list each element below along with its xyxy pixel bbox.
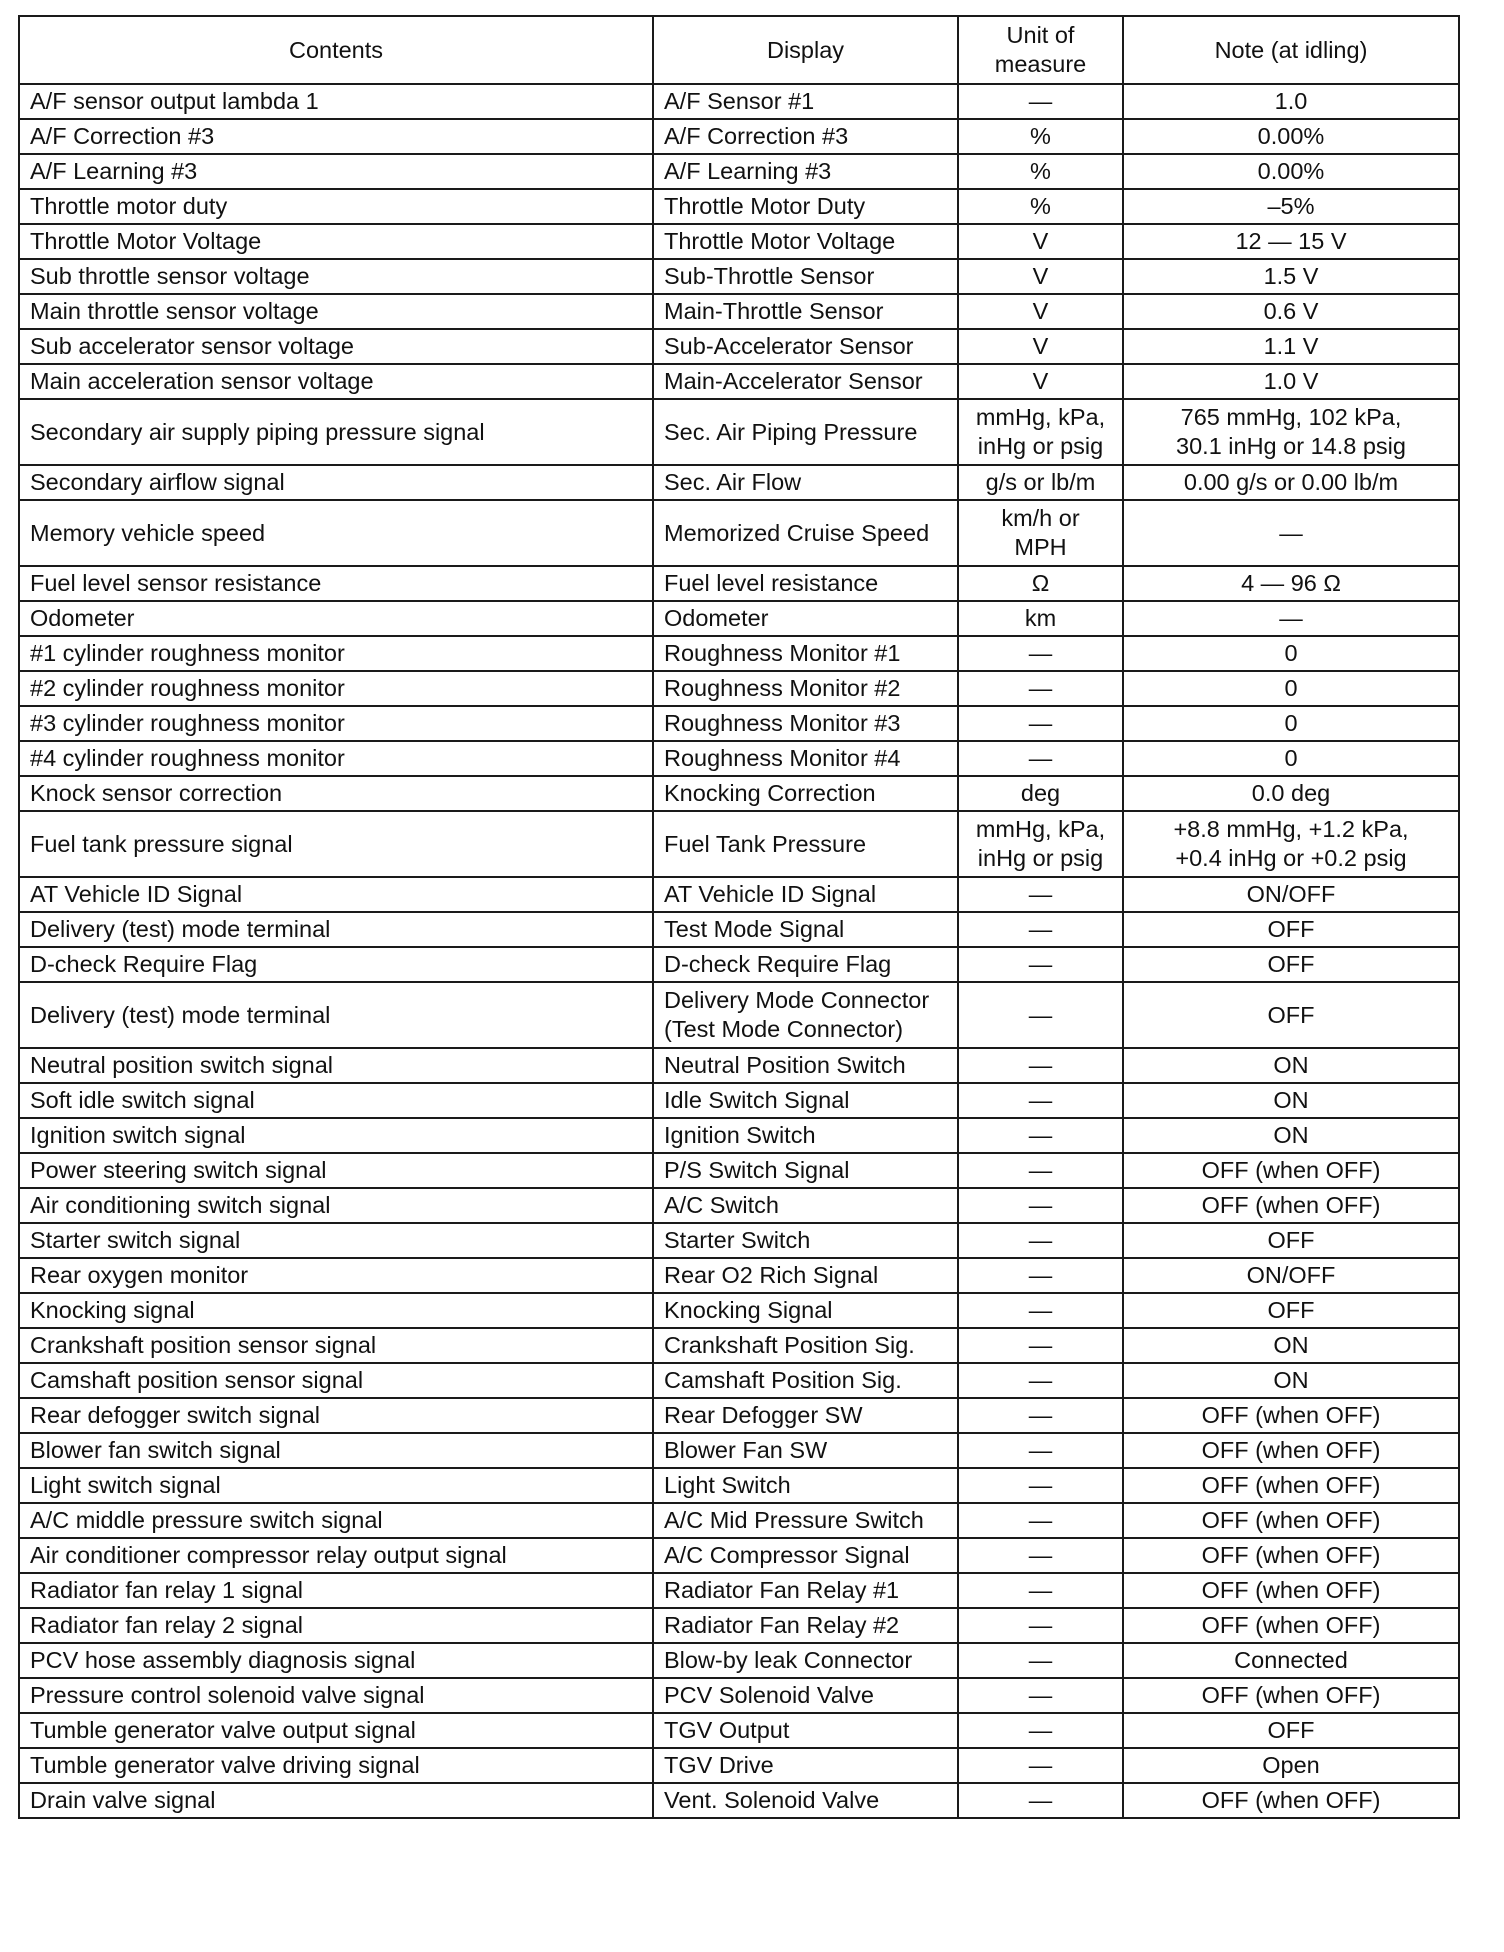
cell-unit: — xyxy=(958,1678,1123,1713)
cell-note: 0.6 V xyxy=(1123,294,1459,329)
cell-unit: V xyxy=(958,259,1123,294)
cell-unit: % xyxy=(958,189,1123,224)
table-row xyxy=(19,1048,1459,1083)
table-row xyxy=(19,189,1459,224)
cell-display: Sub-Throttle Sensor xyxy=(653,259,958,294)
cell-display: Blower Fan SW xyxy=(653,1433,958,1468)
cell-note: — xyxy=(1123,601,1459,636)
cell-display: AT Vehicle ID Signal xyxy=(653,877,958,912)
table-row xyxy=(19,1573,1459,1608)
cell-contents: Power steering switch signal xyxy=(19,1153,653,1188)
table-row xyxy=(19,1398,1459,1433)
cell-display: TGV Drive xyxy=(653,1748,958,1783)
cell-display: TGV Output xyxy=(653,1713,958,1748)
cell-contents: Fuel tank pressure signal xyxy=(19,811,653,877)
cell-note: ON xyxy=(1123,1048,1459,1083)
table-row xyxy=(19,636,1459,671)
table-row xyxy=(19,982,1459,1048)
header-contents: Contents xyxy=(19,16,653,84)
cell-display: Knocking Signal xyxy=(653,1293,958,1328)
cell-note: OFF xyxy=(1123,947,1459,982)
cell-unit: — xyxy=(958,1643,1123,1678)
table-row xyxy=(19,877,1459,912)
cell-note: OFF (when OFF) xyxy=(1123,1783,1459,1818)
cell-display: A/C Switch xyxy=(653,1188,958,1223)
cell-display: Fuel Tank Pressure xyxy=(653,811,958,877)
cell-contents: Soft idle switch signal xyxy=(19,1083,653,1118)
cell-unit: — xyxy=(958,1223,1123,1258)
cell-unit: V xyxy=(958,294,1123,329)
cell-contents: Radiator fan relay 2 signal xyxy=(19,1608,653,1643)
table-header xyxy=(19,16,1459,84)
cell-contents: Throttle motor duty xyxy=(19,189,653,224)
cell-display: Main-Throttle Sensor xyxy=(653,294,958,329)
cell-note: OFF (when OFF) xyxy=(1123,1573,1459,1608)
cell-unit: % xyxy=(958,119,1123,154)
cell-note: ON/OFF xyxy=(1123,1258,1459,1293)
cell-contents: #3 cylinder roughness monitor xyxy=(19,706,653,741)
cell-unit: — xyxy=(958,1258,1123,1293)
cell-display: Sec. Air Piping Pressure xyxy=(653,399,958,465)
cell-unit: % xyxy=(958,154,1123,189)
cell-contents: Pressure control solenoid valve signal xyxy=(19,1678,653,1713)
cell-contents: #1 cylinder roughness monitor xyxy=(19,636,653,671)
header-unit: Unit of measure xyxy=(958,16,1123,84)
cell-note: ON/OFF xyxy=(1123,877,1459,912)
table-row xyxy=(19,84,1459,119)
cell-contents: Light switch signal xyxy=(19,1468,653,1503)
cell-unit: — xyxy=(958,1783,1123,1818)
table-row xyxy=(19,294,1459,329)
cell-unit: — xyxy=(958,706,1123,741)
cell-note: OFF xyxy=(1123,1223,1459,1258)
cell-unit: — xyxy=(958,912,1123,947)
cell-unit: V xyxy=(958,364,1123,399)
cell-contents: #2 cylinder roughness monitor xyxy=(19,671,653,706)
table-row xyxy=(19,364,1459,399)
cell-contents: Radiator fan relay 1 signal xyxy=(19,1573,653,1608)
cell-unit: — xyxy=(958,1433,1123,1468)
cell-contents: PCV hose assembly diagnosis signal xyxy=(19,1643,653,1678)
cell-contents: Starter switch signal xyxy=(19,1223,653,1258)
cell-unit: V xyxy=(958,329,1123,364)
cell-note: +8.8 mmHg, +1.2 kPa, +0.4 inHg or +0.2 psig xyxy=(1123,811,1459,877)
cell-note: –5% xyxy=(1123,189,1459,224)
cell-unit: — xyxy=(958,1713,1123,1748)
cell-note: OFF (when OFF) xyxy=(1123,1433,1459,1468)
table-row xyxy=(19,1608,1459,1643)
cell-display: A/F Learning #3 xyxy=(653,154,958,189)
cell-unit: deg xyxy=(958,776,1123,811)
cell-contents: A/F Learning #3 xyxy=(19,154,653,189)
cell-contents: Delivery (test) mode terminal xyxy=(19,912,653,947)
cell-unit: mmHg, kPa, inHg or psig xyxy=(958,399,1123,465)
cell-contents: Crankshaft position sensor signal xyxy=(19,1328,653,1363)
cell-unit: — xyxy=(958,1608,1123,1643)
cell-note: ON xyxy=(1123,1118,1459,1153)
cell-display: A/F Correction #3 xyxy=(653,119,958,154)
parameter-table-sheet xyxy=(18,15,1458,1819)
table-row xyxy=(19,741,1459,776)
table-row xyxy=(19,776,1459,811)
cell-display: Fuel level resistance xyxy=(653,566,958,601)
cell-note: Open xyxy=(1123,1748,1459,1783)
cell-contents: Tumble generator valve driving signal xyxy=(19,1748,653,1783)
cell-display: Throttle Motor Voltage xyxy=(653,224,958,259)
table-row xyxy=(19,1153,1459,1188)
cell-note: 12 — 15 V xyxy=(1123,224,1459,259)
table-row xyxy=(19,1643,1459,1678)
cell-note: 1.0 V xyxy=(1123,364,1459,399)
cell-note: 1.1 V xyxy=(1123,329,1459,364)
cell-note: OFF xyxy=(1123,982,1459,1048)
table-row xyxy=(19,1293,1459,1328)
cell-contents: Delivery (test) mode terminal xyxy=(19,982,653,1048)
cell-contents: Air conditioning switch signal xyxy=(19,1188,653,1223)
cell-unit: mmHg, kPa, inHg or psig xyxy=(958,811,1123,877)
cell-display: D-check Require Flag xyxy=(653,947,958,982)
cell-unit: — xyxy=(958,877,1123,912)
cell-note: OFF (when OFF) xyxy=(1123,1678,1459,1713)
cell-display: Rear Defogger SW xyxy=(653,1398,958,1433)
table-row xyxy=(19,1748,1459,1783)
table-row xyxy=(19,1678,1459,1713)
cell-note: OFF xyxy=(1123,912,1459,947)
cell-note: OFF (when OFF) xyxy=(1123,1398,1459,1433)
cell-display: A/C Compressor Signal xyxy=(653,1538,958,1573)
cell-contents: Knocking signal xyxy=(19,1293,653,1328)
cell-note: 1.5 V xyxy=(1123,259,1459,294)
cell-contents: Main acceleration sensor voltage xyxy=(19,364,653,399)
table-row xyxy=(19,1363,1459,1398)
cell-contents: Memory vehicle speed xyxy=(19,500,653,566)
cell-note: OFF (when OFF) xyxy=(1123,1153,1459,1188)
table-row xyxy=(19,1783,1459,1818)
cell-display: Main-Accelerator Sensor xyxy=(653,364,958,399)
cell-display: P/S Switch Signal xyxy=(653,1153,958,1188)
cell-note: ON xyxy=(1123,1328,1459,1363)
cell-contents: Ignition switch signal xyxy=(19,1118,653,1153)
cell-note: 0.00% xyxy=(1123,154,1459,189)
header-row xyxy=(19,16,1459,84)
cell-unit: — xyxy=(958,671,1123,706)
cell-note: 4 — 96 Ω xyxy=(1123,566,1459,601)
cell-contents: Neutral position switch signal xyxy=(19,1048,653,1083)
cell-unit: — xyxy=(958,1363,1123,1398)
cell-display: Light Switch xyxy=(653,1468,958,1503)
table-row xyxy=(19,465,1459,500)
cell-note: 0 xyxy=(1123,706,1459,741)
cell-note: 0 xyxy=(1123,636,1459,671)
cell-display: A/C Mid Pressure Switch xyxy=(653,1503,958,1538)
cell-unit: Ω xyxy=(958,566,1123,601)
cell-unit: — xyxy=(958,1573,1123,1608)
table-row xyxy=(19,1223,1459,1258)
cell-unit: — xyxy=(958,84,1123,119)
table-row xyxy=(19,399,1459,465)
cell-display: PCV Solenoid Valve xyxy=(653,1678,958,1713)
cell-note: 0 xyxy=(1123,671,1459,706)
table-row xyxy=(19,259,1459,294)
table-row xyxy=(19,1328,1459,1363)
cell-note: OFF xyxy=(1123,1713,1459,1748)
table-row xyxy=(19,119,1459,154)
cell-unit: — xyxy=(958,982,1123,1048)
cell-contents: D-check Require Flag xyxy=(19,947,653,982)
cell-display: Roughness Monitor #3 xyxy=(653,706,958,741)
cell-contents: Secondary air supply piping pressure signal xyxy=(19,399,653,465)
cell-contents: Camshaft position sensor signal xyxy=(19,1363,653,1398)
cell-note: 0.00% xyxy=(1123,119,1459,154)
header-note: Note (at idling) xyxy=(1123,16,1459,84)
cell-note: 0 xyxy=(1123,741,1459,776)
cell-unit: — xyxy=(958,1748,1123,1783)
cell-note: 765 mmHg, 102 kPa, 30.1 inHg or 14.8 psig xyxy=(1123,399,1459,465)
cell-display: Sub-Accelerator Sensor xyxy=(653,329,958,364)
cell-note: Connected xyxy=(1123,1643,1459,1678)
table-row xyxy=(19,1118,1459,1153)
cell-unit: — xyxy=(958,741,1123,776)
table-row xyxy=(19,154,1459,189)
cell-contents: Knock sensor correction xyxy=(19,776,653,811)
table-body xyxy=(19,84,1459,1818)
cell-unit: — xyxy=(958,1503,1123,1538)
table-row xyxy=(19,601,1459,636)
cell-unit: V xyxy=(958,224,1123,259)
cell-contents: Rear oxygen monitor xyxy=(19,1258,653,1293)
cell-contents: A/F sensor output lambda 1 xyxy=(19,84,653,119)
cell-display: Roughness Monitor #1 xyxy=(653,636,958,671)
cell-display: Starter Switch xyxy=(653,1223,958,1258)
cell-unit: — xyxy=(958,1328,1123,1363)
cell-display: Delivery Mode Connector (Test Mode Connector) xyxy=(653,982,958,1048)
cell-contents: Tumble generator valve output signal xyxy=(19,1713,653,1748)
cell-note: 0.0 deg xyxy=(1123,776,1459,811)
cell-note: OFF (when OFF) xyxy=(1123,1503,1459,1538)
cell-display: Vent. Solenoid Valve xyxy=(653,1783,958,1818)
table-row xyxy=(19,1503,1459,1538)
cell-display: Rear O2 Rich Signal xyxy=(653,1258,958,1293)
cell-note: OFF (when OFF) xyxy=(1123,1538,1459,1573)
cell-contents: Rear defogger switch signal xyxy=(19,1398,653,1433)
cell-unit: — xyxy=(958,1538,1123,1573)
table-row xyxy=(19,329,1459,364)
cell-unit: — xyxy=(958,947,1123,982)
cell-note: OFF xyxy=(1123,1293,1459,1328)
cell-contents: Fuel level sensor resistance xyxy=(19,566,653,601)
cell-unit: — xyxy=(958,1048,1123,1083)
cell-display: Camshaft Position Sig. xyxy=(653,1363,958,1398)
cell-note: 1.0 xyxy=(1123,84,1459,119)
cell-display: Knocking Correction xyxy=(653,776,958,811)
cell-contents: Throttle Motor Voltage xyxy=(19,224,653,259)
cell-display: Blow-by leak Connector xyxy=(653,1643,958,1678)
cell-unit: — xyxy=(958,1153,1123,1188)
table-row xyxy=(19,671,1459,706)
cell-display: Roughness Monitor #4 xyxy=(653,741,958,776)
cell-note: — xyxy=(1123,500,1459,566)
cell-note: ON xyxy=(1123,1363,1459,1398)
cell-unit: — xyxy=(958,1083,1123,1118)
cell-unit: — xyxy=(958,1468,1123,1503)
cell-display: Neutral Position Switch xyxy=(653,1048,958,1083)
cell-note: ON xyxy=(1123,1083,1459,1118)
cell-contents: Odometer xyxy=(19,601,653,636)
header-display: Display xyxy=(653,16,958,84)
cell-contents: A/F Correction #3 xyxy=(19,119,653,154)
table-row xyxy=(19,1468,1459,1503)
table-row xyxy=(19,912,1459,947)
cell-display: Ignition Switch xyxy=(653,1118,958,1153)
table-row xyxy=(19,706,1459,741)
cell-unit: g/s or lb/m xyxy=(958,465,1123,500)
cell-contents: #4 cylinder roughness monitor xyxy=(19,741,653,776)
cell-contents: Air conditioner compressor relay output signal xyxy=(19,1538,653,1573)
cell-display: A/F Sensor #1 xyxy=(653,84,958,119)
cell-unit: km/h or MPH xyxy=(958,500,1123,566)
cell-unit: km xyxy=(958,601,1123,636)
cell-contents: Sub throttle sensor voltage xyxy=(19,259,653,294)
cell-contents: A/C middle pressure switch signal xyxy=(19,1503,653,1538)
cell-unit: — xyxy=(958,1188,1123,1223)
cell-unit: — xyxy=(958,1293,1123,1328)
cell-display: Test Mode Signal xyxy=(653,912,958,947)
cell-contents: Secondary airflow signal xyxy=(19,465,653,500)
cell-display: Radiator Fan Relay #2 xyxy=(653,1608,958,1643)
cell-display: Memorized Cruise Speed xyxy=(653,500,958,566)
table-row xyxy=(19,1713,1459,1748)
cell-contents: Sub accelerator sensor voltage xyxy=(19,329,653,364)
cell-display: Throttle Motor Duty xyxy=(653,189,958,224)
table-row xyxy=(19,500,1459,566)
cell-display: Idle Switch Signal xyxy=(653,1083,958,1118)
table-row xyxy=(19,566,1459,601)
cell-note: OFF (when OFF) xyxy=(1123,1468,1459,1503)
cell-note: 0.00 g/s or 0.00 lb/m xyxy=(1123,465,1459,500)
cell-contents: Drain valve signal xyxy=(19,1783,653,1818)
cell-note: OFF (when OFF) xyxy=(1123,1188,1459,1223)
table-row xyxy=(19,1083,1459,1118)
cell-display: Odometer xyxy=(653,601,958,636)
cell-display: Roughness Monitor #2 xyxy=(653,671,958,706)
cell-display: Crankshaft Position Sig. xyxy=(653,1328,958,1363)
cell-unit: — xyxy=(958,636,1123,671)
cell-unit: — xyxy=(958,1398,1123,1433)
cell-contents: Main throttle sensor voltage xyxy=(19,294,653,329)
table-row xyxy=(19,947,1459,982)
cell-unit: — xyxy=(958,1118,1123,1153)
cell-contents: AT Vehicle ID Signal xyxy=(19,877,653,912)
table-row xyxy=(19,1433,1459,1468)
table-row xyxy=(19,1258,1459,1293)
table-row xyxy=(19,811,1459,877)
cell-contents: Blower fan switch signal xyxy=(19,1433,653,1468)
table-row xyxy=(19,1188,1459,1223)
cell-display: Sec. Air Flow xyxy=(653,465,958,500)
parameter-table xyxy=(18,15,1460,1819)
table-row xyxy=(19,224,1459,259)
table-row xyxy=(19,1538,1459,1573)
cell-display: Radiator Fan Relay #1 xyxy=(653,1573,958,1608)
cell-note: OFF (when OFF) xyxy=(1123,1608,1459,1643)
